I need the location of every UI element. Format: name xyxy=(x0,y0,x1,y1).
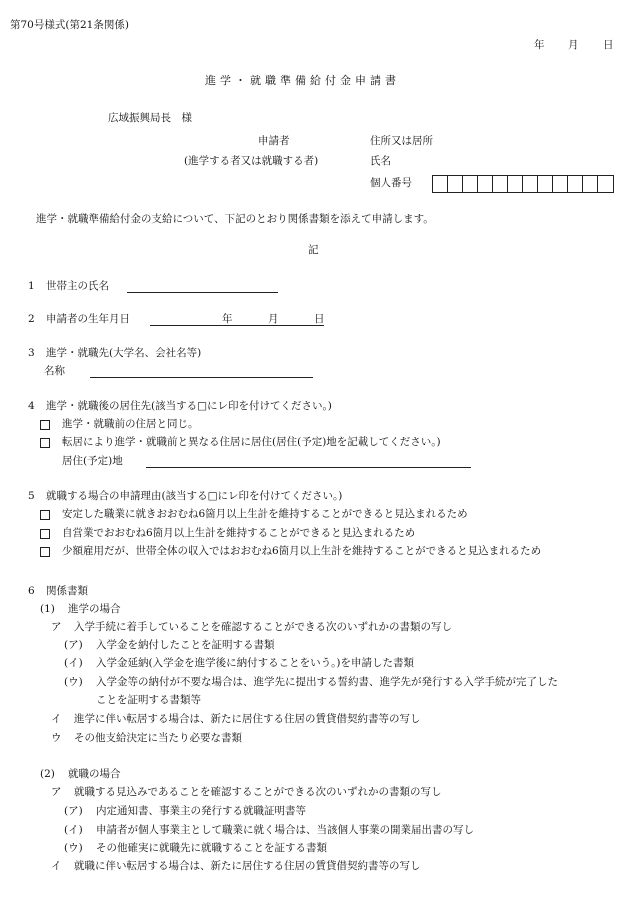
personal-number-cell[interactable] xyxy=(508,176,523,192)
item4-option2-checkbox[interactable] xyxy=(40,438,50,448)
personal-number-cell[interactable] xyxy=(538,176,553,192)
addressee: 広域振興局長 様 xyxy=(108,112,192,124)
birth-day: 日 xyxy=(314,313,325,325)
personal-number-field[interactable] xyxy=(432,175,614,193)
birth-year: 年 xyxy=(222,313,233,325)
personal-number-cell[interactable] xyxy=(493,176,508,192)
item4-option2-text: 転居により進学・就職前と異なる住居に居住(居住(予定)地を記載してください。) xyxy=(62,436,441,448)
s1-c-text: その他支給決定に当たり必要な書類 xyxy=(74,732,242,744)
s2-b-mark: イ xyxy=(51,860,62,872)
personal-number-cell[interactable] xyxy=(433,176,448,192)
s2-a3-text: その他確実に就職先に就職することを証する書類 xyxy=(96,842,327,854)
applicant-label: 申請者 xyxy=(258,135,290,147)
s2-number: (2) xyxy=(40,768,55,780)
s1-a1-mark: (ア) xyxy=(64,639,83,651)
address-label: 住所又は居所 xyxy=(370,135,433,147)
s1-b-mark: イ xyxy=(51,713,62,725)
date-day: 日 xyxy=(603,39,614,51)
item3-number: 3 xyxy=(28,347,35,359)
item1-number: 1 xyxy=(28,280,35,292)
s1-a1-text: 入学金を納付したことを証明する書類 xyxy=(96,639,275,651)
item3-label: 進学・就職先(大学名、会社名等) xyxy=(46,347,202,359)
form-number: 第70号様式(第21条関係) xyxy=(10,19,129,31)
item5-option2-checkbox[interactable] xyxy=(40,529,50,539)
ki-heading: 記 xyxy=(308,244,319,256)
s1-a3-text-line2: ことを証明する書類等 xyxy=(96,694,201,706)
personal-number-cell[interactable] xyxy=(568,176,583,192)
item6-label: 関係書類 xyxy=(46,585,88,597)
personal-number-cell[interactable] xyxy=(523,176,538,192)
date-year: 年 xyxy=(534,39,545,51)
item5-option1-checkbox[interactable] xyxy=(40,510,50,520)
s1-a-text: 入学手続に着手していることを確認することができる次のいずれかの書類の写し xyxy=(74,621,452,633)
item4-label: 進学・就職後の居住先(該当する□にレ印を付けてください。) xyxy=(46,400,332,412)
s1-a3-mark: (ウ) xyxy=(64,676,83,688)
s2-a1-mark: (ア) xyxy=(64,805,83,817)
birth-month: 月 xyxy=(268,313,279,325)
item1-label: 世帯主の氏名 xyxy=(46,280,109,292)
s1-label: 進学の場合 xyxy=(68,603,121,615)
item5-option3-text: 少額雇用だが、世帯全体の収入ではおおむね6箇月以上生計を維持することができると見込まれるため xyxy=(62,545,542,557)
name-label: 氏名 xyxy=(370,155,391,167)
residence-label: 居住(予定)地 xyxy=(62,455,123,467)
s1-a2-text: 入学金延納(入学金を進学後に納付することをいう。)を申請した書類 xyxy=(96,657,414,669)
document-title: 進学・就職準備給付金申請書 xyxy=(205,74,400,87)
destination-name-label: 名称 xyxy=(44,365,65,377)
personal-number-cell[interactable] xyxy=(478,176,493,192)
s2-a1-text: 内定通知書、事業主の発行する就職証明書等 xyxy=(96,805,306,817)
s2-b-text: 就職に伴い転居する場合は、新たに居住する住居の賃貸借契約書等の写し xyxy=(74,860,421,872)
s2-a3-mark: (ウ) xyxy=(64,842,83,854)
item5-option1-text: 安定した職業に就きおおむね6箇月以上生計を維持することができると見込まれるため xyxy=(62,508,468,520)
personal-number-cell[interactable] xyxy=(583,176,598,192)
item5-label: 就職する場合の申請理由(該当する□にレ印を付けてください。) xyxy=(46,490,343,502)
intro-text: 進学・就職準備給付金の支給について、下記のとおり関係書類を添えて申請します。 xyxy=(36,213,434,225)
applicant-sub-label: (進学する者又は就職する者) xyxy=(184,155,319,167)
personal-number-cell[interactable] xyxy=(598,176,613,192)
personal-number-cell[interactable] xyxy=(463,176,478,192)
s2-a2-mark: (イ) xyxy=(64,824,83,836)
s2-a-text: 就職する見込みであることを確認することができる次のいずれかの書類の写し xyxy=(74,786,442,798)
item4-option1-text: 進学・就職前の住居と同じ。 xyxy=(62,418,199,430)
personal-number-cell[interactable] xyxy=(553,176,568,192)
item4-option1-checkbox[interactable] xyxy=(40,420,50,430)
item2-number: 2 xyxy=(28,313,35,325)
item2-label: 申請者の生年月日 xyxy=(46,313,130,325)
item5-number: 5 xyxy=(28,490,35,502)
personal-number-label: 個人番号 xyxy=(370,177,412,189)
s2-a-mark: ア xyxy=(51,786,62,798)
destination-name-field[interactable] xyxy=(90,377,313,378)
personal-number-cell[interactable] xyxy=(448,176,463,192)
s1-a-mark: ア xyxy=(51,621,62,633)
s1-c-mark: ウ xyxy=(51,732,62,744)
s1-a3-text-line1: 入学金等の納付が不要な場合は、進学先に提出する誓約書、進学先が発行する入学手続が完了した xyxy=(96,676,558,688)
item6-number: 6 xyxy=(28,585,35,597)
s1-b-text: 進学に伴い転居する場合は、新たに居住する住居の賃貸借契約書等の写し xyxy=(74,713,421,725)
birth-date-field[interactable] xyxy=(150,325,324,326)
residence-field[interactable] xyxy=(146,467,471,468)
s1-number: (1) xyxy=(40,603,55,615)
item5-option2-text: 自営業でおおむね6箇月以上生計を維持することができると見込まれるため xyxy=(62,527,416,539)
s1-a2-mark: (イ) xyxy=(64,657,83,669)
date-month: 月 xyxy=(568,39,579,51)
household-head-name-field[interactable] xyxy=(127,292,278,293)
item4-number: 4 xyxy=(28,400,35,412)
item5-option3-checkbox[interactable] xyxy=(40,547,50,557)
s2-label: 就職の場合 xyxy=(68,768,121,780)
s2-a2-text: 申請者が個人事業主として職業に就く場合は、当該個人事業の開業届出書の写し xyxy=(96,824,474,836)
